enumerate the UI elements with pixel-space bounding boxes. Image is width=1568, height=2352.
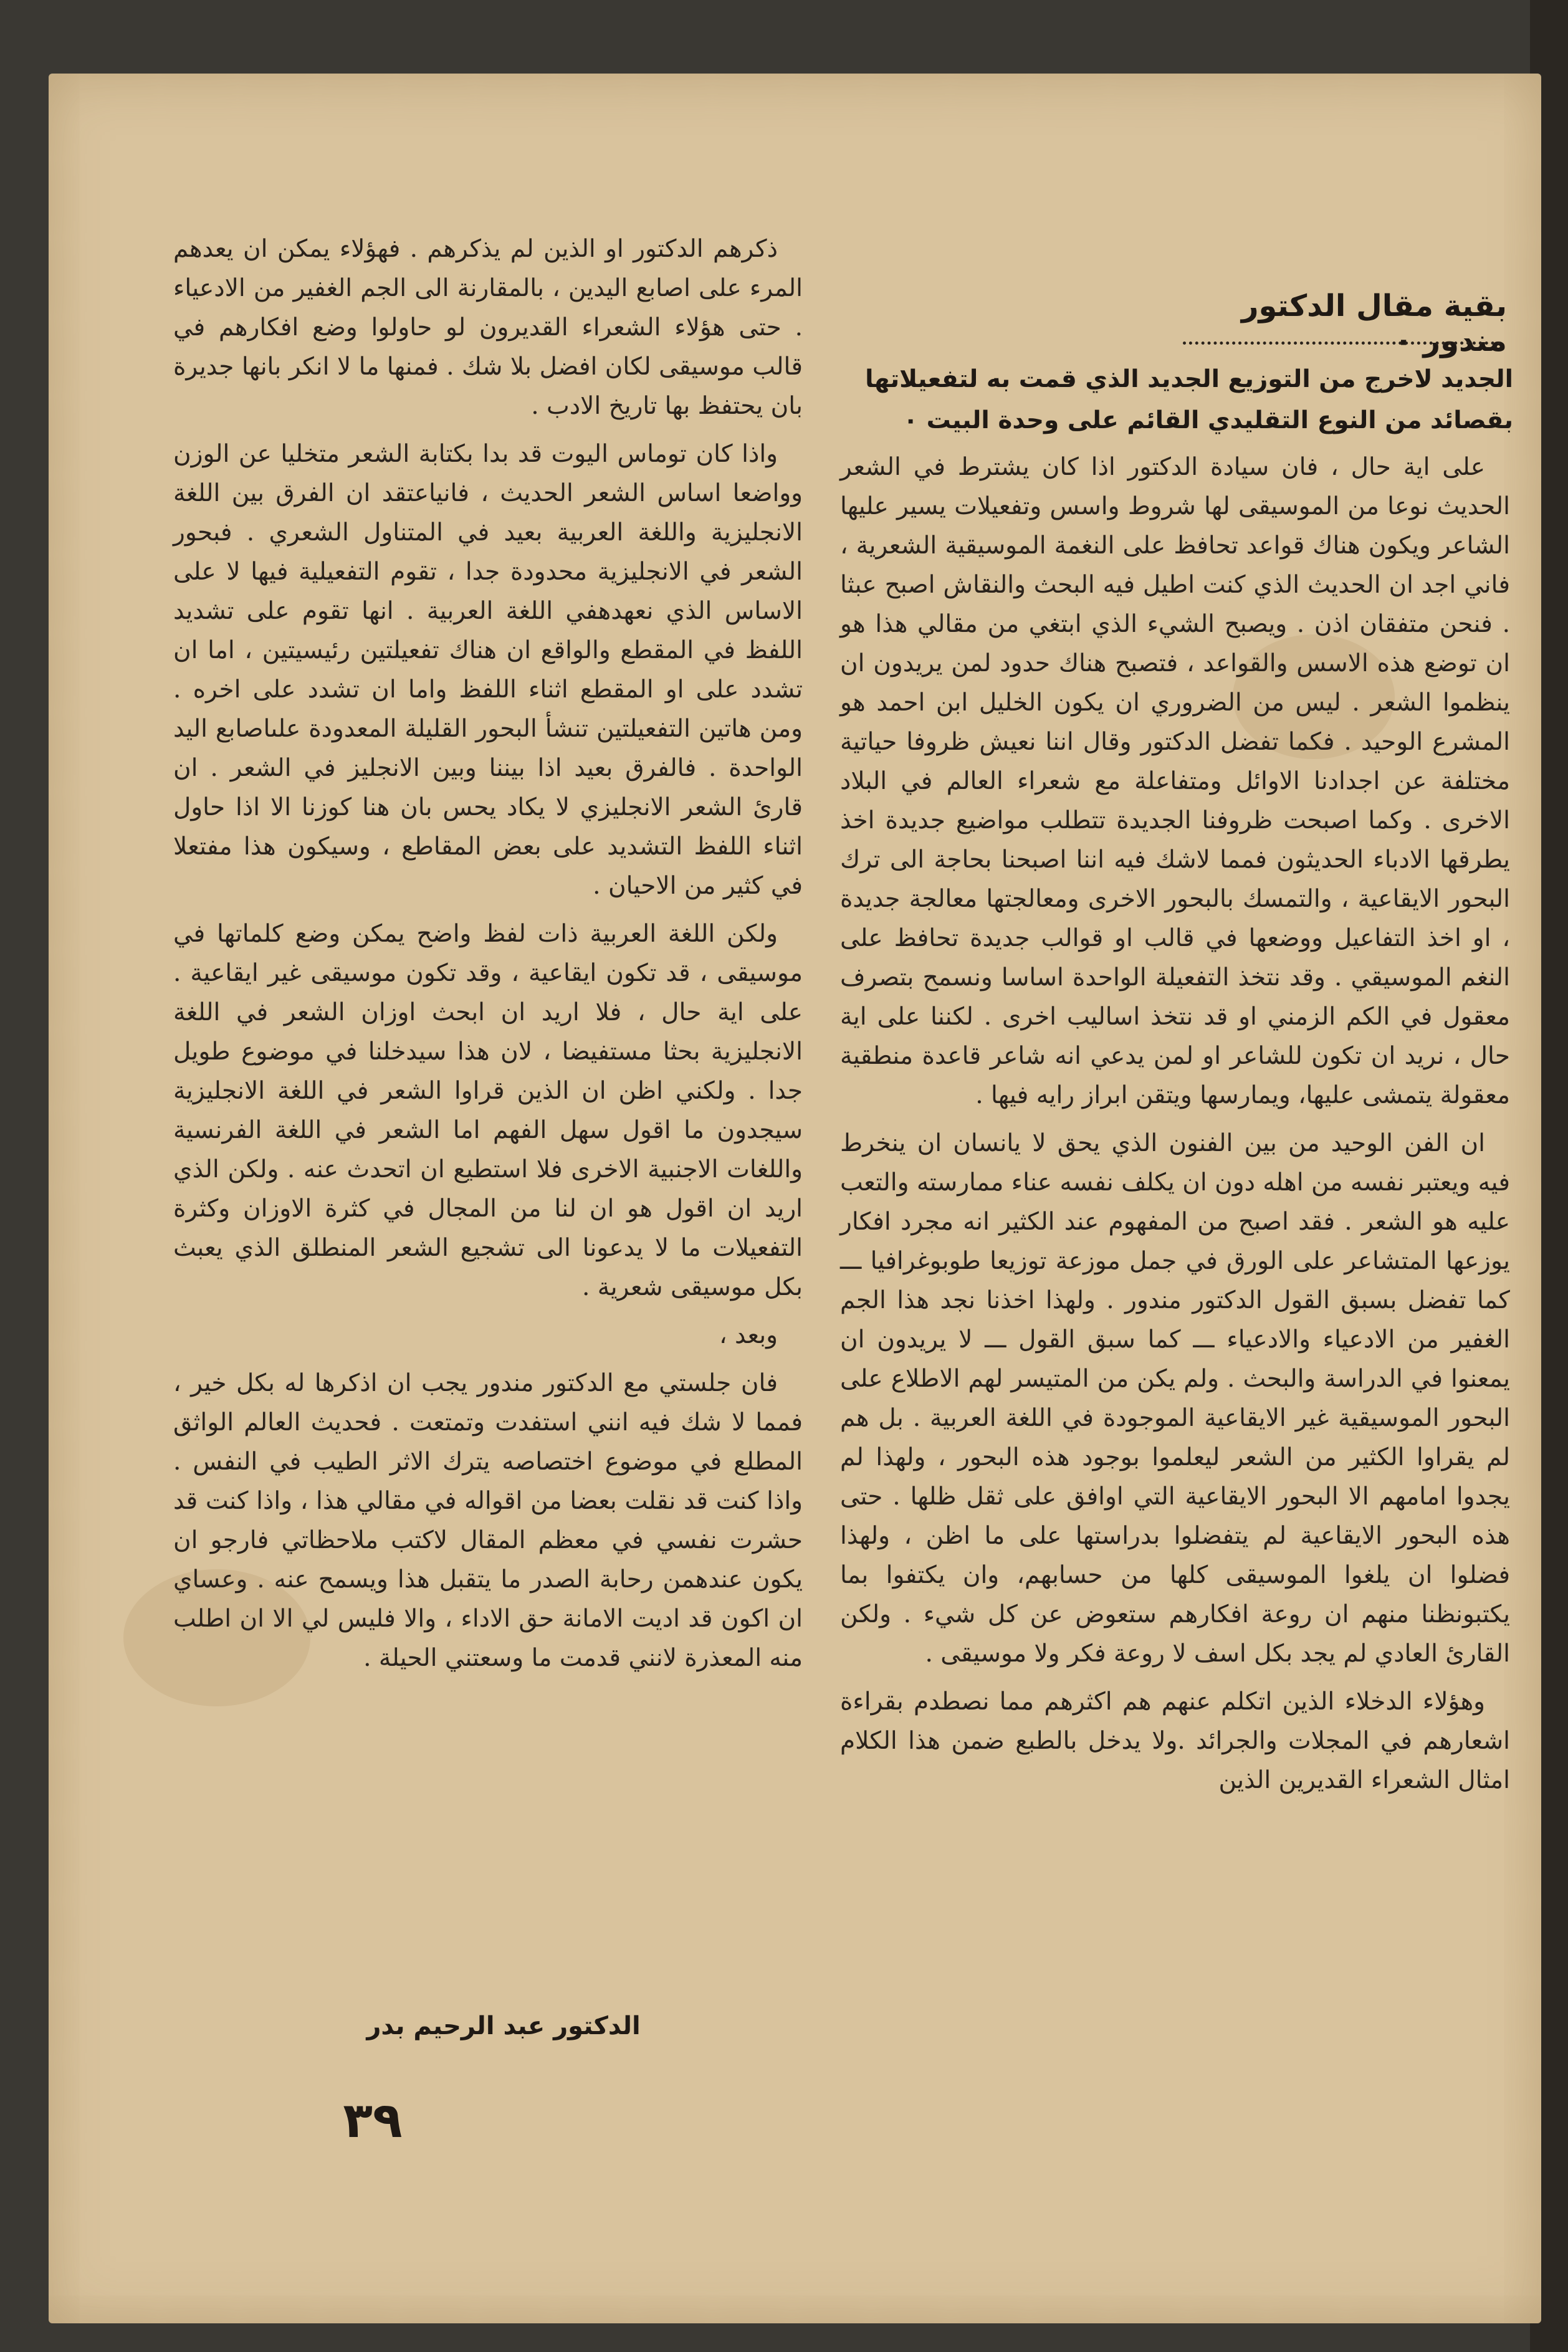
left-column bbox=[173, 229, 803, 1686]
heading-underline bbox=[1183, 342, 1501, 345]
body-paragraph: وهؤلاء الدخلاء الذين اتكلم عنهم هم اكثرهم مما نصطدم بقراءة اشعارهم في المجلات والجرائد .ولا يدخل بالطبع ضمن هذا الكلام امثال الشعراء القديرين الذين bbox=[840, 1688, 1510, 1794]
magazine-page bbox=[49, 74, 1541, 2323]
body-paragraph: ذكرهم الدكتور او الذين لم يذكرهم . فهؤلاء يمكن ان يعدهم المرء على اصابع اليدين ، بالمقارنة الى الجم الغفير من الادعياء . حتى هؤلاء الشعراء القديرون لو حاولوا وضع افكارهم في قالب موسيقى لكان افضل بلا شك . فمنها ما لا انكر بانها جديرة بان يحتفظ بها تاريخ الادب . bbox=[173, 235, 803, 420]
lead-paragraph: الجديد لاخرج من التوزيع الجديد الذي قمت به لتفعيلاتها بقصائد من النوع التقليدي القائم على وحدة البيت ٠ bbox=[865, 365, 1513, 434]
body-paragraph: ولكن اللغة العربية ذات لفظ واضح يمكن وضع كلماتها في موسيقى ، قد تكون ايقاعية ، وقد تكون موسيقى غير ايقاعية . على اية حال ، فلا اريد ان ابحث اوزان الشعر في اللغة الانجليزية بحثا مستفيضا ، لان هذا سيدخلنا في موضوع طويل جدا . ولكني اظن ان الذين قراوا الشعر في اللغة الانجليزية سيجدون ما اقول سهل الفهم اما الشعر في اللغة الفرنسية واللغات الاجنبية الاخرى فلا استطيع ان اتحدث عنه . ولكن الذي اريد ان اقول هو ان لنا من المجال في كثرة الاوزان وكثرة التفعيلات ما لا يدعونا الى تشجيع الشعر المنطلق الذي يعبث بكل موسيقى شعرية . bbox=[173, 920, 803, 1301]
body-paragraph: ان الفن الوحيد من بين الفنون الذي يحق لا يانسان ان ينخرط فيه ويعتبر نفسه من اهله دون ان يكلف نفسه عناء ممارسته والتعب عليه هو الشعر . فقد اصبح من المفهوم عند الكثير انه مجرد افكار يوزعها المتشاعر على الورق في جمل موزعة توزيعا طوبوغرافيا ـــ كما تفضل بسبق القول الدكتور مندور . ولهذا اخذنا نجد هذا الجم الغفير من الادعياء والادعياء ـــ كما سبق القول ـــ لا يريدون ان يمعنوا في الدراسة والبحث . ولم يكن من المتيسر لهم الاطلاع على البحور الموسيقية غير الايقاعية الموجودة في اللغة العربية . بل هم لم يقراوا الكثير من الشعر ليعلموا بوجود هذه البحور ، ولهذا لم يجدوا امامهم الا البحور الايقاعية التي اوافق على ثقل ظلها . حتى هذه البحور الايقاعية لم يتفضلوا بدراستها على ما اظن ، ولهذا فضلوا ان يلغوا الموسيقى كلها من حسابهم، وان يكتفوا بما يكتبونظنا منهم ان روعة افكارهم ستعوض عن كل شيء . ولكن القارئ العادي لم يجد بكل اسف لا روعة فكر ولا موسيقى . bbox=[840, 1129, 1510, 1668]
body-paragraph: فان جلستي مع الدكتور مندور يجب ان اذكرها له بكل خير ، فمما لا شك فيه انني استفدت وتمتعت . فحديث العالم الواثق المطلع في موضوع اختصاصه يترك الاثر الطيب في النفس . واذا كنت قد نقلت بعضا من اقواله في مقالي هذا ، واذا كنت قد حشرت نفسي في معظم المقال لاكتب ملاحظاتي فارجو ان يكون عندهمن رحابة الصدر ما يتقبل هذا ويسمح عنه . وعساي ان اكون قد اديت الامانة حق الاداء ، والا فليس لي الا ان اطلب منه المعذرة لانني قدمت ما وسعتني الحيلة . bbox=[173, 1369, 803, 1672]
right-column bbox=[840, 447, 1510, 1809]
page-number: ٣٩ bbox=[343, 2093, 403, 2149]
body-paragraph: واذا كان توماس اليوت قد بدا بكتابة الشعر متخليا عن الوزن وواضعا اساس الشعر الحديث ، فانياعتقد ان الفرق بين اللغة الانجليزية واللغة العربية بعيد في المتناول الشعري . فبحور الشعر في الانجليزية محدودة جدا ، تقوم التفعيلية فيها لا على الاساس الذي نعهدهفي اللغة العربية . انها تقوم على تشديد اللفظ في المقطع والواقع ان هناك تفعيلتين رئيسيتين ، اما ان تشدد على او المقطع اثناء اللفظ واما ان تشدد على اخره . ومن هاتين التفعيلتين تنشأ البحور القليلة المعدودة علىاصابع اليد الواحدة . فالفرق بعيد اذا بيننا وبين الانجليز في الشعر . ان قارئ الشعر الانجليزي لا يكاد يحس بان هنا كوزنا الا اذا حاول اثناء اللفظ التشديد على بعض المقاطع ، وسيكون هذا مفتعلا في كثير من الاحيان . bbox=[173, 440, 803, 900]
article-continuation-heading: بقية مقال الدكتور مندور ٠ bbox=[1241, 289, 1507, 358]
author-signature: الدكتور عبد الرحيم بدر bbox=[366, 2012, 641, 2040]
body-paragraph: وبعد ، bbox=[719, 1321, 778, 1349]
body-paragraph: على اية حال ، فان سيادة الدكتور اذا كان يشترط في الشعر الحديث نوعا من الموسيقى لها شروط واسس وتفعيلات يسير عليها الشاعر ويكون هناك قواعد تحافظ على النغمة الموسيقية الشعرية ، فاني اجد ان الحديث الذي كنت اطيل فيه البحث والنقاش اصبح عبثا . فنحن متفقان اذن . ويصبح الشيء الذي ابتغي من مقالي هذا هو ان توضع هذه الاسس والقواعد ، فتصبح هناك حدود لمن يريدون ان ينظموا الشعر . ليس من الضروري ان يكون الخليل ابن احمد هو المشرع الوحيد . فكما تفضل الدكتور وقال اننا نعيش ظروفا حياتية مختلفة عن اجدادنا الاوائل ومتفاعلة مع شعراء العالم في البلاد الاخرى . وكما اصبحت ظروفنا الجديدة تتطلب مواضيع جديدة اخذ يطرقها الادباء الحديثون فمما لاشك فيه اننا اصبحنا بحاجة الى ترك البحور الايقاعية ، والتمسك بالبحور الاخرى ومعالجتها معالجة جديدة ، او اخذ التفاعيل ووضعها في قالب او قوالب جديدة تحافظ على النغم الموسيقي . وقد نتخذ التفعيلة الواحدة اساسا ونسمح بتصرف معقول في الكم الزمني او قد نتخذ اساليب اخرى . لكننا على اية حال ، نريد ان تكون للشاعر او لمن يدعي انه شاعر قاعدة منطقية معقولة يتمشى عليها، ويمارسها ويتقن ابراز رايه فيها . bbox=[840, 453, 1510, 1109]
